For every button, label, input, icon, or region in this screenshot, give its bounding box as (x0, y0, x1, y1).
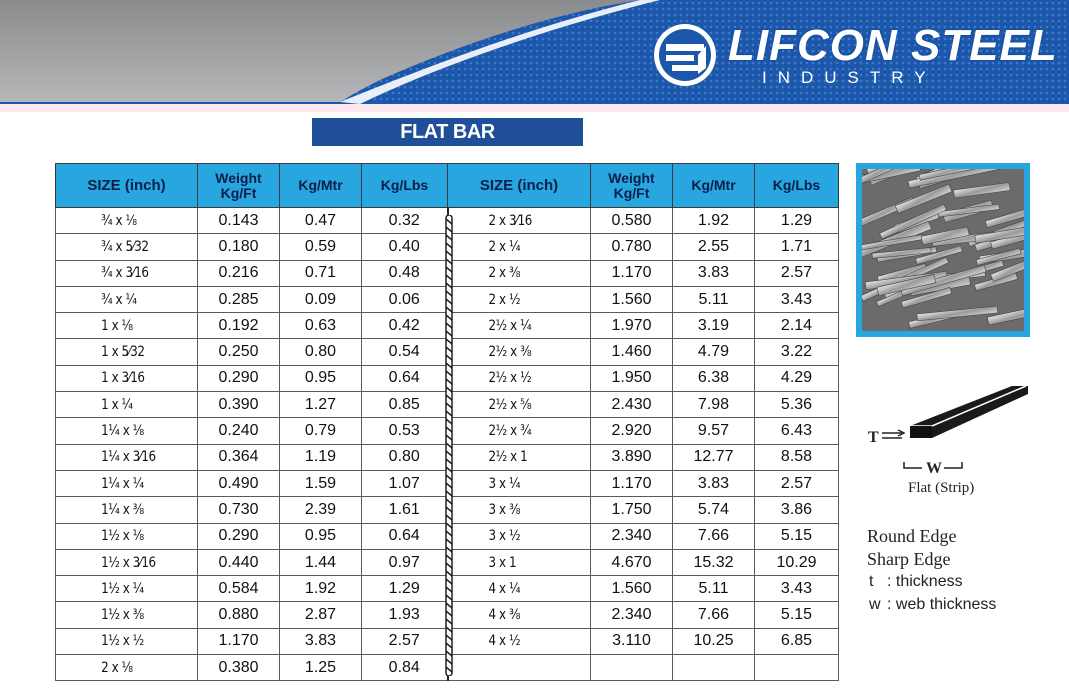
kglbs-cell: 2.57 (362, 628, 448, 654)
size-cell: 1½ x ¼ (66, 576, 187, 602)
header-weight-line2: Kg/Ft (613, 184, 650, 201)
kglbs-cell: 1.71 (755, 234, 839, 260)
size-cell: 3 x 1 (458, 549, 580, 575)
kgft-cell: 2.340 (591, 523, 673, 549)
logo-icon (652, 22, 718, 88)
header-weight-line1: Weight (215, 169, 262, 186)
size-cell: 2½ x 1 (458, 444, 580, 470)
kgmtr-cell: 3.83 (280, 628, 362, 654)
kgft-cell: 1.170 (591, 260, 673, 286)
thickness-label: T (868, 429, 879, 446)
kgmtr-cell: 0.47 (280, 208, 362, 234)
kgft-cell: 1.560 (591, 286, 673, 312)
size-cell: 2½ x ¾ (458, 418, 580, 444)
kglbs-cell: 1.29 (755, 208, 839, 234)
kglbs-cell: 4.29 (755, 365, 839, 391)
size-cell: 3 x ⅜ (458, 497, 580, 523)
kgmtr-cell: 1.59 (280, 470, 362, 496)
kgft-cell: 0.380 (198, 655, 280, 681)
legend-key: t (869, 573, 874, 590)
kglbs-cell: 0.64 (362, 523, 448, 549)
size-cell: 2½ x ⅜ (458, 339, 580, 365)
kgft-cell: 0.730 (198, 497, 280, 523)
kglbs-cell: 0.48 (362, 260, 448, 286)
page-title: FLAT BAR (312, 118, 583, 146)
kgmtr-cell: 0.63 (280, 313, 362, 339)
size-cell: 1 x 5⁄32 (66, 339, 187, 365)
header-banner (0, 0, 1069, 112)
kglbs-cell (755, 655, 839, 681)
kgft-cell: 0.216 (198, 260, 280, 286)
kglbs-cell: 5.36 (755, 392, 839, 418)
kgft-cell: 0.580 (591, 208, 673, 234)
kglbs-cell: 6.43 (755, 418, 839, 444)
kgft-cell: 0.390 (198, 392, 280, 418)
kgmtr-cell: 0.95 (280, 523, 362, 549)
size-cell: ¾ x ¼ (66, 286, 187, 312)
size-cell: 1¼ x ⅜ (66, 497, 187, 523)
kglbs-cell: 6.85 (755, 628, 839, 654)
header-kgmtr-right: Kg/Mtr (673, 164, 755, 208)
kgmtr-cell: 3.19 (673, 313, 755, 339)
kglbs-cell: 1.93 (362, 602, 448, 628)
kglbs-cell: 8.58 (755, 444, 839, 470)
kgmtr-cell: 5.11 (673, 286, 755, 312)
kgft-cell: 0.285 (198, 286, 280, 312)
kgft-cell: 1.750 (591, 497, 673, 523)
kgft-cell: 0.584 (198, 576, 280, 602)
size-cell: ¾ x ⅛ (66, 208, 187, 234)
kglbs-cell: 10.29 (755, 549, 839, 575)
legend-text: : web thickness (887, 596, 997, 613)
kgmtr-cell: 6.38 (673, 365, 755, 391)
flat-strip-diagram (862, 378, 1032, 478)
kgft-cell: 0.180 (198, 234, 280, 260)
kglbs-cell: 0.64 (362, 365, 448, 391)
kglbs-cell: 2.14 (755, 313, 839, 339)
kgft-cell: 1.170 (591, 470, 673, 496)
size-cell: 3 x ½ (458, 523, 580, 549)
kgmtr-cell: 3.83 (673, 260, 755, 286)
size-cell: 1½ x 3⁄16 (66, 549, 187, 575)
size-cell: 4 x ¼ (458, 576, 580, 602)
legend-text: : thickness (887, 573, 963, 590)
size-cell: 2 x ⅜ (458, 260, 580, 286)
header-kgmtr-left: Kg/Mtr (280, 164, 362, 208)
kglbs-cell: 0.97 (362, 549, 448, 575)
kgft-cell: 0.780 (591, 234, 673, 260)
kgmtr-cell: 7.66 (673, 523, 755, 549)
header-weight-right (591, 164, 673, 208)
header-weight-left (198, 164, 280, 208)
kglbs-cell: 2.57 (755, 260, 839, 286)
size-cell: 1½ x ⅜ (66, 602, 187, 628)
size-cell: 3 x ¼ (458, 470, 580, 496)
kglbs-cell: 3.43 (755, 286, 839, 312)
kglbs-cell: 0.85 (362, 392, 448, 418)
legend-thickness (869, 573, 963, 591)
size-cell: ¾ x 5⁄32 (66, 234, 187, 260)
kgmtr-cell: 1.44 (280, 549, 362, 575)
sharp-edge-label: Sharp Edge (867, 549, 951, 569)
kgft-cell: 1.170 (198, 628, 280, 654)
kglbs-cell: 0.54 (362, 339, 448, 365)
diagram-caption: Flat (Strip) (908, 480, 975, 496)
kgmtr-cell: 10.25 (673, 628, 755, 654)
size-cell: 2½ x ¼ (458, 313, 580, 339)
kgmtr-cell: 7.98 (673, 392, 755, 418)
kgft-cell: 4.670 (591, 549, 673, 575)
kgmtr-cell: 0.09 (280, 286, 362, 312)
kgft-cell: 0.364 (198, 444, 280, 470)
kgft-cell: 2.920 (591, 418, 673, 444)
kgft-cell: 0.192 (198, 313, 280, 339)
size-cell: 1 x ¼ (66, 392, 187, 418)
kglbs-cell: 2.57 (755, 470, 839, 496)
kglbs-cell: 0.53 (362, 418, 448, 444)
kgft-cell: 0.250 (198, 339, 280, 365)
size-cell: 2½ x ⅝ (458, 392, 580, 418)
brand-name: LIFCON STEEL (728, 21, 1058, 70)
table-header-row (56, 164, 839, 208)
size-cell: 1¼ x ⅛ (66, 418, 187, 444)
round-edge-label: Round Edge (867, 526, 957, 546)
kglbs-cell: 3.43 (755, 576, 839, 602)
kgmtr-cell: 0.95 (280, 365, 362, 391)
kgft-cell: 0.440 (198, 549, 280, 575)
kgmtr-cell: 12.77 (673, 444, 755, 470)
header-weight-line1: Weight (608, 169, 655, 186)
kgft-cell: 0.880 (198, 602, 280, 628)
chain-divider-icon (444, 215, 454, 676)
kglbs-cell: 3.86 (755, 497, 839, 523)
kglbs-cell: 0.84 (362, 655, 448, 681)
kgmtr-cell: 5.74 (673, 497, 755, 523)
kgmtr-cell: 2.87 (280, 602, 362, 628)
kgft-cell: 3.890 (591, 444, 673, 470)
size-cell: 2 x ⅛ (66, 655, 187, 681)
kgmtr-cell: 15.32 (673, 549, 755, 575)
size-cell: 2 x ½ (458, 286, 580, 312)
kgft-cell: 0.290 (198, 523, 280, 549)
kglbs-cell: 5.15 (755, 523, 839, 549)
size-cell: 2 x 3⁄16 (458, 208, 580, 234)
kgmtr-cell: 5.11 (673, 576, 755, 602)
kgmtr-cell: 3.83 (673, 470, 755, 496)
kgmtr-cell: 0.71 (280, 260, 362, 286)
size-cell: 1 x ⅛ (66, 313, 187, 339)
kgft-cell (591, 655, 673, 681)
header-kglbs-right: Kg/Lbs (755, 164, 839, 208)
kglbs-cell: 5.15 (755, 602, 839, 628)
kgmtr-cell: 1.19 (280, 444, 362, 470)
header-size-left: SIZE (inch) (56, 164, 198, 208)
kglbs-cell: 1.61 (362, 497, 448, 523)
size-cell: 1¼ x ¼ (66, 470, 187, 496)
kglbs-cell: 3.22 (755, 339, 839, 365)
size-cell: 4 x ⅜ (458, 602, 580, 628)
kgmtr-cell: 7.66 (673, 602, 755, 628)
header-kglbs-left: Kg/Lbs (362, 164, 448, 208)
kgft-cell: 2.340 (591, 602, 673, 628)
width-label: W (926, 460, 942, 477)
kgft-cell: 2.430 (591, 392, 673, 418)
kgmtr-cell: 0.79 (280, 418, 362, 444)
kgft-cell: 0.240 (198, 418, 280, 444)
size-cell (458, 655, 580, 681)
kgmtr-cell: 2.39 (280, 497, 362, 523)
kgft-cell: 0.490 (198, 470, 280, 496)
kgft-cell: 1.560 (591, 576, 673, 602)
kgmtr-cell: 1.92 (280, 576, 362, 602)
header-size-right: SIZE (inch) (448, 164, 591, 208)
size-cell: 1¼ x 3⁄16 (66, 444, 187, 470)
kgmtr-cell: 9.57 (673, 418, 755, 444)
kgmtr-cell: 1.25 (280, 655, 362, 681)
kgft-cell: 1.950 (591, 365, 673, 391)
kgmtr-cell: 0.59 (280, 234, 362, 260)
kglbs-cell: 1.07 (362, 470, 448, 496)
size-cell: 2 x ¼ (458, 234, 580, 260)
kgmtr-cell: 1.92 (673, 208, 755, 234)
kgmtr-cell: 1.27 (280, 392, 362, 418)
kglbs-cell: 0.80 (362, 444, 448, 470)
kgft-cell: 0.143 (198, 208, 280, 234)
kglbs-cell: 0.06 (362, 286, 448, 312)
kglbs-cell: 0.42 (362, 313, 448, 339)
flat-bar-photo (856, 163, 1030, 337)
legend-key: w (869, 596, 881, 613)
kgmtr-cell (673, 655, 755, 681)
kgft-cell: 1.460 (591, 339, 673, 365)
kgft-cell: 1.970 (591, 313, 673, 339)
size-cell: 1½ x ½ (66, 628, 187, 654)
size-cell: 2½ x ½ (458, 365, 580, 391)
kgmtr-cell: 2.55 (673, 234, 755, 260)
kglbs-cell: 0.32 (362, 208, 448, 234)
legend-web-thickness (869, 596, 996, 614)
kgmtr-cell: 4.79 (673, 339, 755, 365)
kgft-cell: 0.290 (198, 365, 280, 391)
header-weight-line2: Kg/Ft (220, 184, 257, 201)
kglbs-cell: 0.40 (362, 234, 448, 260)
kgft-cell: 3.110 (591, 628, 673, 654)
kgmtr-cell: 0.80 (280, 339, 362, 365)
brand-subtitle: INDUSTRY (762, 68, 937, 87)
kglbs-cell: 1.29 (362, 576, 448, 602)
size-cell: 1½ x ⅛ (66, 523, 187, 549)
size-cell: ¾ x 3⁄16 (66, 260, 187, 286)
size-cell: 1 x 3⁄16 (66, 365, 187, 391)
size-cell: 4 x ½ (458, 628, 580, 654)
